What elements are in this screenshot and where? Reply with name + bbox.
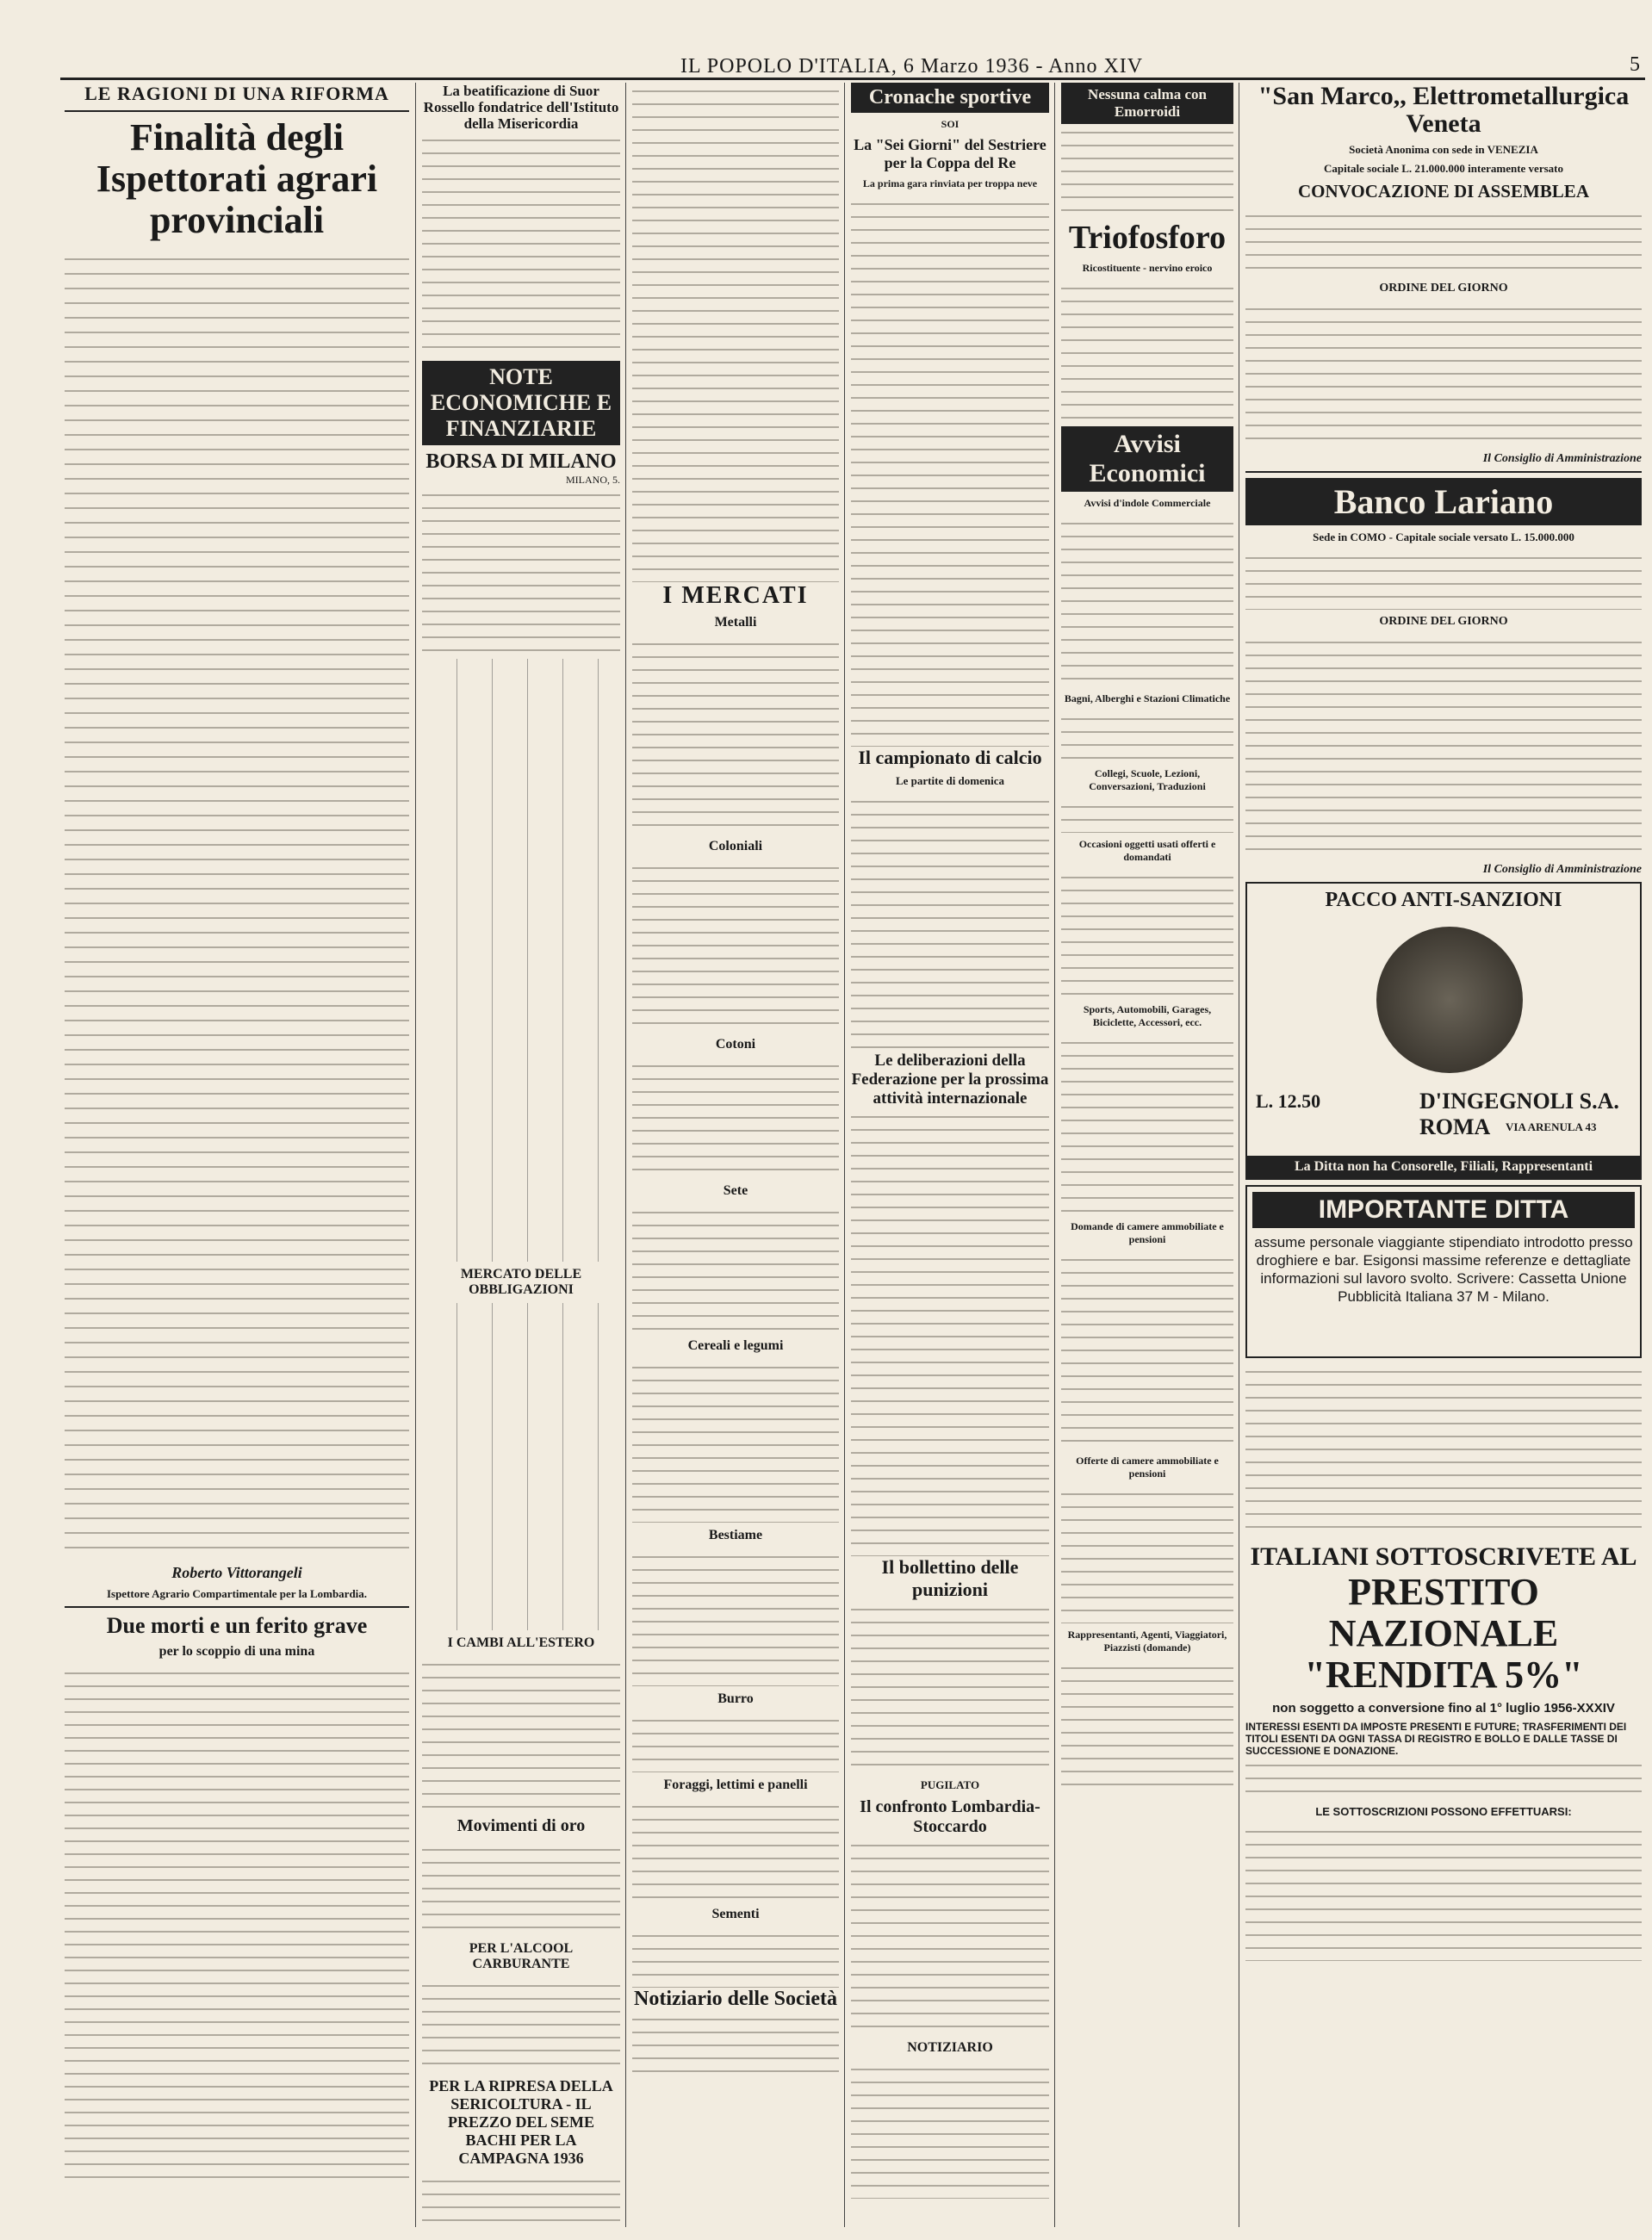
emorroidi-ad-title: Nessuna calma con Emorroidi xyxy=(1061,83,1233,124)
bestiame-subhead: Bestiame xyxy=(708,1528,763,1542)
foraggi-body xyxy=(632,1798,839,1902)
bestiame-body xyxy=(632,1548,839,1686)
mercati-headline: I MERCATI xyxy=(662,582,809,609)
sei-giorni-body xyxy=(851,195,1049,747)
sports-body xyxy=(1061,1034,1233,1215)
notiziario-sport-headline: NOTIZIARIO xyxy=(907,2040,993,2055)
sementi-body xyxy=(632,1927,839,1988)
cambi-estero-headline: I CAMBI ALL'ESTERO xyxy=(447,1635,595,1650)
pacco-brand: D'INGEGNOLI S.A. ROMA xyxy=(1419,1089,1619,1139)
notiziario-body xyxy=(632,2011,839,2080)
sottoscrizioni-body xyxy=(1245,1823,1642,1961)
domande-camere-subhead: Domande di camere ammobiliate e pensioni xyxy=(1071,1220,1224,1245)
triofosforo-ad-body xyxy=(1061,280,1233,426)
sottoscrizioni-subhead: LE SOTTOSCRIZIONI POSSONO EFFETTUARSI: xyxy=(1315,1805,1572,1818)
column-rule xyxy=(625,83,626,2227)
column-rule xyxy=(415,83,416,2227)
divider xyxy=(65,110,409,112)
continued-article xyxy=(632,83,839,582)
bonds-table xyxy=(422,1303,620,1630)
lariano-consiglio: Il Consiglio di Amministrazione xyxy=(1482,863,1642,876)
ditta-body: assume personale viaggiante stipendiato introdotto presso droghiere e bar. Esigonsi massime referenze e dettagliate informazioni sul lavoro svolto. Scrivere: Cassetta Unione Pubblicità Italiana 37 M - Milano. xyxy=(1254,1234,1633,1305)
confronto-headline: Il confronto Lombardia-Stoccardo xyxy=(860,1797,1040,1836)
sanmarco-title: "San Marco,, Elettrometallurgica Veneta xyxy=(1258,83,1630,138)
pacco-price: L. 12.50 xyxy=(1256,1090,1321,1112)
main-headline: Finalità degli Ispettorati agrari provinciali xyxy=(96,116,378,241)
column-6-notices xyxy=(1245,83,1642,2227)
coloniali-subhead: Coloniali xyxy=(708,839,763,853)
masthead xyxy=(60,52,1645,80)
sei-giorni-subhead: La prima gara rinviata per troppa neve xyxy=(862,177,1038,189)
prestito-headline: PRESTITO NAZIONALE "RENDITA 5%" xyxy=(1304,1571,1583,1696)
notiziario-societa-headline: Notiziario delle Società xyxy=(634,1988,837,2010)
deliberazioni-headline: Le deliberazioni della Federazione per la prossima attività internazionale xyxy=(851,1052,1049,1108)
cotoni-body xyxy=(632,1058,839,1178)
stock-table xyxy=(422,659,620,1262)
second-subhead: per lo scoppio di una mina xyxy=(158,1644,315,1659)
author-role: Ispettore Agrario Compartimentale per la Lombardia. xyxy=(106,1587,368,1600)
avvisi-commerciale-body xyxy=(1061,515,1233,687)
sanmarco-sede: Società Anonima con sede in VENEZIA xyxy=(1349,143,1538,156)
collegi-subhead: Collegi, Scuole, Lezioni, Conversazioni, Traduzioni xyxy=(1089,767,1206,792)
cotoni-subhead: Cotoni xyxy=(715,1037,756,1052)
convocazione-body xyxy=(1245,208,1642,276)
prestito-subhead: non soggetto a conversione fino al 1° luglio 1956-XXXIV xyxy=(1272,1701,1615,1716)
second-headline: Due morti e un ferito grave xyxy=(106,1613,368,1638)
collegi-body xyxy=(1061,798,1233,833)
column-5-classifieds xyxy=(1061,83,1233,2227)
bollettino-headline: Il bollettino delle punizioni xyxy=(881,1556,1019,1600)
sete-subhead: Sete xyxy=(723,1183,748,1198)
pacco-footer: La Ditta non ha Consorelle, Filiali, Rappresentanti xyxy=(1247,1156,1640,1178)
lariano-body xyxy=(1245,634,1642,858)
bollettino-body xyxy=(851,1601,1049,1773)
alcool-headline: PER L'ALCOOL CARBURANTE xyxy=(469,1941,574,1971)
soi-subhead: SOI xyxy=(941,118,960,130)
page-number: 5 xyxy=(1630,53,1640,76)
seed-packet-illustration xyxy=(1376,927,1523,1073)
lariano-sede: Sede in COMO - Capitale sociale versato L. 15.000.000 xyxy=(1313,531,1574,543)
pacco-ad-title: PACCO ANTI-SANZIONI xyxy=(1325,889,1562,911)
confronto-body xyxy=(851,1837,1049,2035)
prestito-consorzio xyxy=(1245,1757,1642,1800)
sports-subhead: Sports, Automobili, Garages, Biciclette, Accessori, ecc. xyxy=(1083,1003,1212,1028)
artigianato-classifieds xyxy=(1245,1363,1642,1536)
author-signature: Roberto Vittorangeli xyxy=(171,1564,302,1581)
triofosforo-ad-subtitle: Ricostituente - nervino eroico xyxy=(1082,262,1213,274)
column-1 xyxy=(65,83,409,2227)
movimenti-oro-headline: Movimenti di oro xyxy=(456,1816,586,1835)
foraggi-subhead: Foraggi, lettimi e panelli xyxy=(663,1778,808,1792)
importante-ditta-ad xyxy=(1245,1185,1642,1358)
ditta-title: IMPORTANTE DITTA xyxy=(1252,1192,1635,1228)
beatification-body xyxy=(422,132,620,356)
cambi-body xyxy=(422,1656,620,1811)
occasioni-subhead: Occasioni oggetti usati offerti e domandati xyxy=(1078,838,1216,863)
alcool-body xyxy=(422,1977,620,2072)
lariano-intro xyxy=(1245,549,1642,610)
pacco-address: VIA ARENULA 43 xyxy=(1506,1120,1597,1133)
column-rule xyxy=(1054,83,1055,2227)
metalli-subhead: Metalli xyxy=(714,615,757,630)
cereali-body xyxy=(632,1359,839,1523)
borsa-body xyxy=(422,487,620,659)
offerte-camere-body xyxy=(1061,1486,1233,1623)
second-article-body xyxy=(65,1665,409,2181)
sanmarco-consiglio: Il Consiglio di Amministrazione xyxy=(1482,452,1642,465)
notiziario-sport-body xyxy=(851,2061,1049,2199)
column-rule xyxy=(844,83,845,2227)
cereali-subhead: Cereali e legumi xyxy=(687,1338,784,1353)
campionato-body xyxy=(851,793,1049,1052)
beatification-headline: La beatificazione di Suor Rossello fondatrice dell'Istituto della Misericordia xyxy=(423,83,619,132)
kicker: LE RAGIONI DI UNA RIFORMA xyxy=(84,83,389,104)
domande-camere-body xyxy=(1061,1251,1233,1449)
burro-body xyxy=(632,1712,839,1772)
triofosforo-ad-title: Triofosforo xyxy=(1068,220,1227,256)
article-body xyxy=(65,250,409,1559)
prestito-top: ITALIANI SOTTOSCRIVETE AL xyxy=(1250,1542,1637,1571)
deliberazioni-body xyxy=(851,1108,1049,1556)
occasioni-body xyxy=(1061,869,1233,998)
sementi-subhead: Sementi xyxy=(711,1907,760,1921)
bagni-subhead: Bagni, Alberghi e Stazioni Climatiche xyxy=(1064,692,1231,704)
economic-notes-headline: NOTE ECONOMICHE E FINANZIARIE xyxy=(422,361,620,445)
pugilato-kicker: PUGILATO xyxy=(920,1778,980,1791)
prestito-note: INTERESSI ESENTI DA IMPOSTE PRESENTI E FUTURE; TRASFERIMENTI DEI TITOLI ESENTI DA OGNI TASSA DI REGISTRO E BOLLO E DALLE TASSE DI SUCCESSIONE E DONAZIONE. xyxy=(1245,1721,1627,1757)
sericoltura-headline: PER LA RIPRESA DELLA SERICOLTURA - IL PREZZO DEL SEME BACHI PER LA CAMPAGNA 1936 xyxy=(429,2077,613,2167)
divider xyxy=(65,1606,409,1608)
column-2 xyxy=(422,83,620,2227)
lariano-ordine: ORDINE DEL GIORNO xyxy=(1379,615,1508,628)
metalli-body xyxy=(632,636,839,834)
rappresentanti-body xyxy=(1061,1660,1233,1789)
ordine-del-giorno: ORDINE DEL GIORNO xyxy=(1379,282,1508,295)
movimenti-body xyxy=(422,1841,620,1936)
sete-body xyxy=(632,1204,839,1333)
cronache-sportive-headline: Cronache sportive xyxy=(851,83,1049,113)
burro-subhead: Burro xyxy=(717,1691,754,1706)
column-4 xyxy=(851,83,1049,2227)
borsa-headline: BORSA DI MILANO xyxy=(425,450,617,473)
sei-giorni-headline: La "Sei Giorni" del Sestriere per la Coppa del Re xyxy=(854,136,1046,171)
borsa-dateline: MILANO, 5. xyxy=(566,474,620,486)
avvisi-commerciale-subhead: Avvisi d'indole Commerciale xyxy=(1084,497,1211,509)
convocazione-headline: CONVOCAZIONE DI ASSEMBLEA xyxy=(1298,181,1589,202)
campionato-headline: Il campionato di calcio xyxy=(858,747,1042,768)
sericoltura-body xyxy=(422,2173,620,2227)
masthead-title: IL POPOLO D'ITALIA, 6 Marzo 1936 - Anno XIV xyxy=(680,55,1144,78)
emorroidi-ad-body xyxy=(1061,124,1233,219)
sanmarco-capitale: Capitale sociale L. 21.000.000 interamente versato xyxy=(1323,162,1563,175)
partite-subhead: Le partite di domenica xyxy=(895,774,1004,787)
ordine-body xyxy=(1245,301,1642,447)
avvisi-economici-headline: Avvisi Economici xyxy=(1061,426,1233,492)
bagni-body xyxy=(1061,710,1233,762)
obbligazioni-headline: MERCATO DELLE OBBLIGAZIONI xyxy=(460,1267,582,1297)
column-3 xyxy=(632,83,839,2227)
lariano-title: Banco Lariano xyxy=(1245,478,1642,525)
offerte-camere-subhead: Offerte di camere ammobiliate e pensioni xyxy=(1076,1455,1219,1480)
coloniali-body xyxy=(632,859,839,1032)
divider xyxy=(1245,471,1642,473)
pacco-anti-sanzioni-ad xyxy=(1245,882,1642,1180)
rappresentanti-subhead: Rappresentanti, Agenti, Viaggiatori, Piazzisti (domande) xyxy=(1067,1629,1227,1654)
